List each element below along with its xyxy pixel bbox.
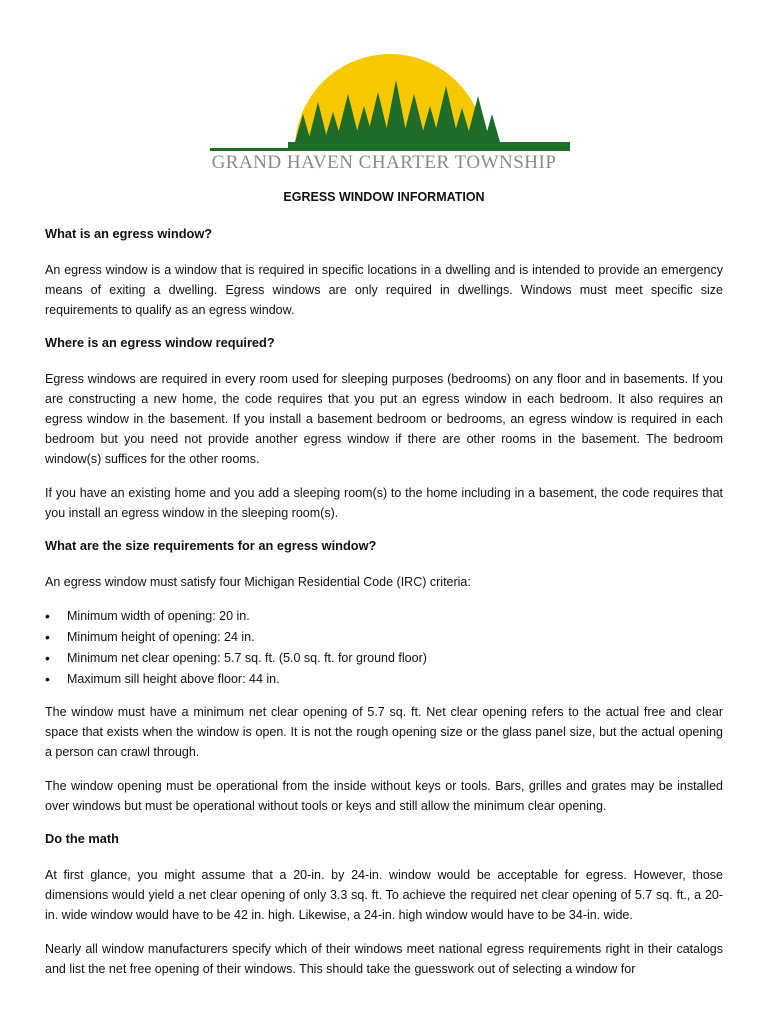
ground-bar	[288, 142, 570, 148]
paragraph: Nearly all window manufacturers specify which of their windows meet national egress requirements right in their catalogs and list the net free opening of their windows. This should take the guesswork out of selecting a window for	[45, 942, 723, 976]
requirements-list	[45, 606, 723, 690]
list-item: • Maximum sill height above floor: 44 in.	[45, 669, 723, 690]
list-item: • Minimum height of opening: 24 in.	[45, 627, 723, 648]
section-heading: Do the math	[45, 831, 119, 846]
paragraph: If you have an existing home and you add a sleeping room(s) to the home including in a basement, the code requires that you install an egress window in the sleeping room(s).	[45, 486, 723, 520]
section-heading: What are the size requirements for an egress window?	[45, 538, 377, 553]
document-title: EGRESS WINDOW INFORMATION	[283, 190, 485, 204]
paragraph: At first glance, you might assume that a 20-in. by 24-in. window would be acceptable for egress. However, those dimensions would yield a net clear opening of only 3.3 sq. ft. To achieve the required net clear opening of 5.7 sq. ft., a 20-in. wide window would have to be 42 in. high. Likewise, a 24-in. high window would have to be 34-in. wide.	[45, 868, 723, 922]
paragraph: Egress windows are required in every room used for sleeping purposes (bedrooms) on any floor and in basements. If you are constructing a new home, the code requires that you put an egress window in each bedroom. It also requires an egress window in the basement. If you install a basement bedroom or bedrooms, an egress window is required in each bedroom but you need not provide another egress window if there are other rooms in the basement. The bedroom window(s) suffices for the other rooms.	[45, 372, 723, 466]
paragraph: The window opening must be operational from the inside without keys or tools. Bars, grilles and grates may be installed over windows but must be operational without tools or keys and still allow the minimum clear opening.	[45, 779, 723, 813]
list-item: • Minimum width of opening: 20 in.	[45, 606, 723, 627]
list-item: • Minimum net clear opening: 5.7 sq. ft. (5.0 sq. ft. for ground floor)	[45, 648, 723, 669]
paragraph: An egress window is a window that is required in specific locations in a dwelling and is intended to provide an emergency means of exiting a dwelling. Egress windows are only required in dwellings. Windows must meet specific size requirements to qualify as an egress window.	[45, 263, 723, 317]
paragraph: The window must have a minimum net clear opening of 5.7 sq. ft. Net clear opening refers to the actual free and clear space that exists when the window is open. It is not the rough opening size or the glass panel size, but the actual opening a person can crawl through.	[45, 705, 723, 759]
paragraph: An egress window must satisfy four Michigan Residential Code (IRC) criteria:	[45, 575, 471, 589]
section-heading: What is an egress window?	[45, 226, 213, 241]
document-body	[45, 225, 723, 993]
ground-line	[210, 148, 570, 151]
logo-text: GRAND HAVEN CHARTER TOWNSHIP	[211, 152, 557, 173]
section-heading: Where is an egress window required?	[45, 335, 275, 350]
